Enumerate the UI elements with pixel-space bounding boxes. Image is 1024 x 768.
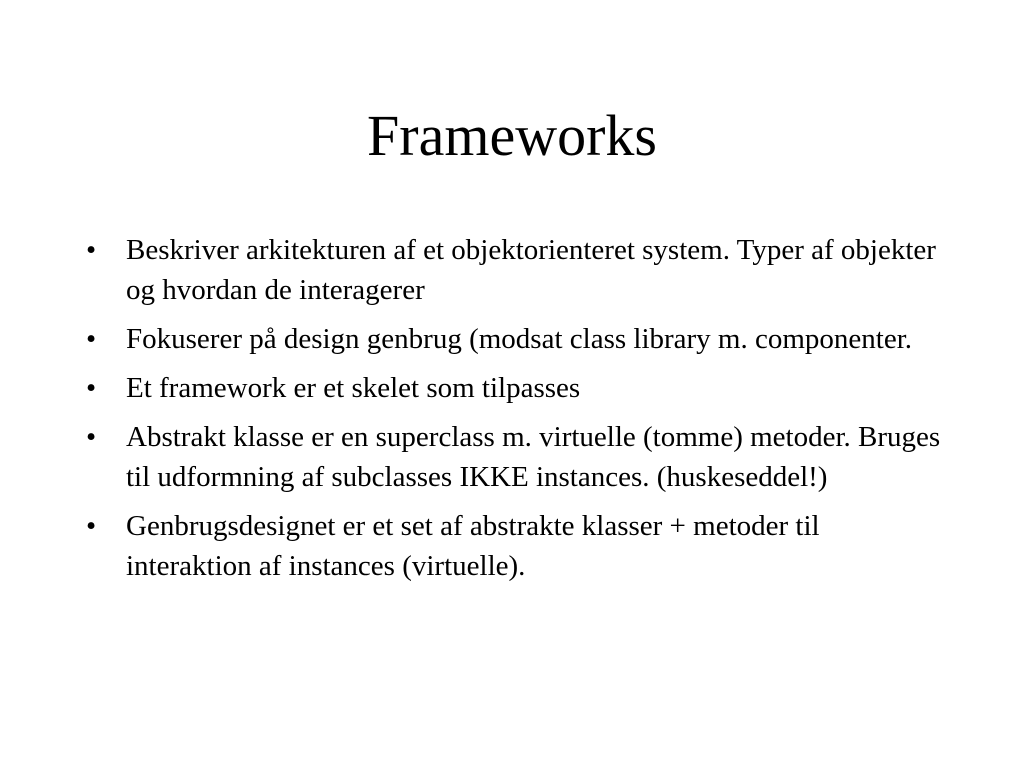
bullet-icon: • [86,421,97,453]
bullet-text-5: Genbrugsdesignet er et set af abstrakte klasser + metoder til interaktion af instances (virtuelle). [126,510,820,582]
bullet-item-1 [86,230,946,310]
bullet-icon: • [86,234,97,266]
bullet-icon: • [86,510,97,542]
slide-title: Frameworks [367,103,657,168]
bullet-text-2: Fokuserer på design genbrug (modsat class library m. componenter. [126,323,913,355]
bullet-item-5 [86,506,946,586]
bullet-item-2 [86,319,946,359]
bullet-list [86,230,946,595]
bullet-item-4 [86,417,946,497]
bullet-item-3 [86,368,946,408]
bullet-icon: • [86,323,97,355]
bullet-icon: • [86,372,97,404]
bullet-text-1: Beskriver arkitekturen af et objektorienteret system. Typer af objekter og hvordan de interagerer [126,234,936,306]
bullet-text-3: Et framework er et skelet som tilpasses [126,372,581,404]
bullet-text-4: Abstrakt klasse er en superclass m. virtuelle (tomme) metoder. Bruges til udformning af subclasses IKKE instances. (huskeseddel!) [126,421,941,493]
